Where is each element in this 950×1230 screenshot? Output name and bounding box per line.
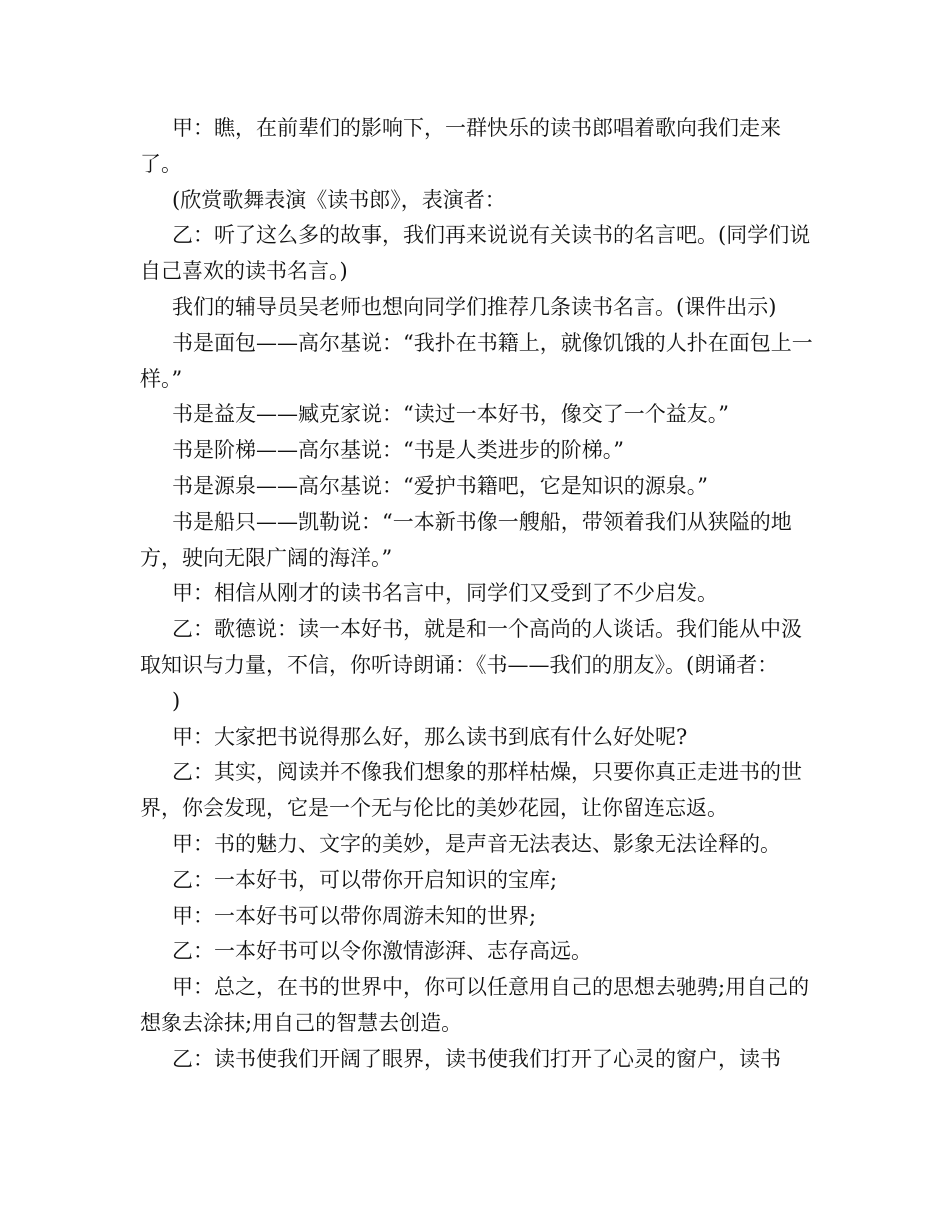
paragraph: (欣赏歌舞表演《读书郎》，表演者： (172, 187, 506, 212)
paragraph: 书是益友——臧克家说：“读过一本好书，像交了一个益友。” (172, 402, 729, 427)
paragraph: 甲：瞧，在前辈们的影响下，一群快乐的读书郎唱着歌向我们走来了。 (140, 116, 781, 176)
paragraph: 甲：一本好书可以带你周游未知的世界; (172, 903, 537, 928)
paragraph: 甲：总之，在书的世界中，你可以任意用自己的思想去驰骋;用自己的想象去涂抹;用自己的智慧去创造。 (140, 975, 810, 1035)
paragraph: 甲：大家把书说得那么好，那么读书到底有什么好处呢? (172, 724, 688, 749)
paragraph: 乙：读书使我们开阔了眼界，读书使我们打开了心灵的窗户，读书 (172, 1046, 781, 1071)
paragraph: 书是面包——高尔基说：“我扑在书籍上，就像饥饿的人扑在面包上一样。” (140, 330, 813, 391)
paragraph: 书是船只——凯勒说：“一本新书像一艘船，带领着我们从狭隘的地方，驶向无限广阔的海洋。” (140, 509, 792, 570)
paragraph: 甲：书的魅力、文字的美妙，是声音无法表达、影象无法诠释的。 (172, 831, 781, 856)
paragraph: 乙：一本好书，可以带你开启知识的宝库; (172, 867, 558, 892)
paragraph: 我们的辅导员吴老师也想向同学们推荐几条读书名言。(课件出示) (172, 294, 777, 319)
paragraph: 乙：歌德说：读一本好书，就是和一个高尚的人谈话。我们能从中汲取知识与力量，不信，你听诗朗诵：《书——我们的朋友》。(朗诵者： (140, 617, 802, 677)
paragraph: 书是源泉——高尔基说：“爱护书籍吧，它是知识的源泉。” (172, 473, 708, 498)
paragraph: 乙：一本好书可以令你激情澎湃、志存高远。 (172, 939, 592, 964)
paragraph: 乙：听了这么多的故事，我们再来说说有关读书的名言吧。(同学们说自己喜欢的读书名言。) (140, 223, 811, 284)
paragraph: 书是阶梯——高尔基说：“书是人类进步的阶梯。” (172, 438, 624, 463)
document-body (140, 111, 815, 1078)
paragraph: 甲：相信从刚才的读书名言中，同学们又受到了不少启发。 (172, 581, 718, 606)
paragraph: ) (172, 688, 181, 713)
paragraph: 乙：其实，阅读并不像我们想象的那样枯燥，只要你真正走进书的世界，你会发现，它是一个无与伦比的美妙花园，让你留连忘返。 (140, 760, 802, 821)
